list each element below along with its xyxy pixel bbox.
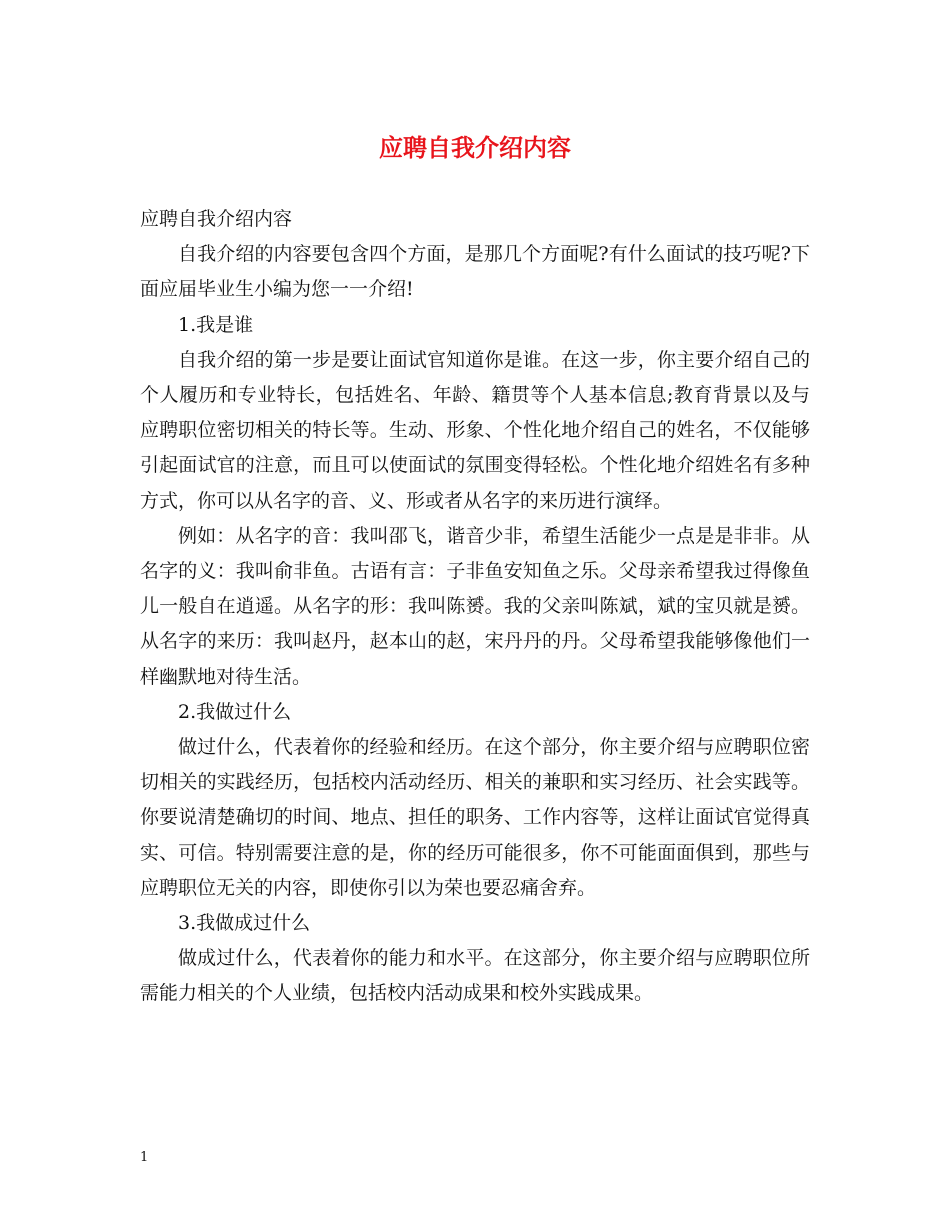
paragraph-who-am-i: 自我介绍的第一步是要让面试官知道你是谁。在这一步，你主要介绍自己的个人履历和专业特长，包括姓名、年龄、籍贯等个人基本信息;教育背景以及与应聘职位密切相关的特长等。生动、形象、个性化地介绍自己的姓名，不仅能够引起面试官的注意，而且可以使面试的氛围变得轻松。个性化地介绍姓名有多种方式，你可以从名字的音、义、形或者从名字的来历进行演绎。: [140, 348, 810, 512]
intro-paragraph: 自我介绍的内容要包含四个方面，是那几个方面呢?有什么面试的技巧呢?下面应届毕业生小编为您一一介绍!: [140, 243, 810, 301]
document-body: [140, 202, 810, 1012]
subheading-what-i-achieved: 3.我做成过什么: [178, 912, 311, 935]
subheading-what-i-did: 2.我做过什么: [178, 700, 292, 723]
document-title: 应聘自我介绍内容: [379, 133, 571, 162]
subheading-who-am-i: 1.我是谁: [178, 313, 254, 336]
paragraph-what-i-achieved: 做成过什么，代表着你的能力和水平。在这部分，你主要介绍与应聘职位所需能力相关的个人业绩，包括校内活动成果和校外实践成果。: [140, 947, 810, 1005]
paragraph-name-examples: 例如：从名字的音：我叫邵飞，谐音少非，希望生活能少一点是是非非。从名字的义：我叫俞非鱼。古语有言：子非鱼安知鱼之乐。父母亲希望我过得像鱼儿一般自在逍遥。从名字的形：我叫陈赟。我的父亲叫陈斌，斌的宝贝就是赟。从名字的来历：我叫赵丹，赵本山的赵，宋丹丹的丹。父母希望我能够像他们一样幽默地对待生活。: [140, 524, 810, 688]
paragraph-what-i-did: 做过什么，代表着你的经验和经历。在这个部分，你主要介绍与应聘职位密切相关的实践经历，包括校内活动经历、相关的兼职和实习经历、社会实践等。你要说清楚确切的时间、地点、担任的职务、工作内容等，这样让面试官觉得真实、可信。特别需要注意的是，你的经历可能很多，你不可能面面俱到，那些与应聘职位无关的内容，即使你引以为荣也要忍痛舍弃。: [140, 736, 810, 899]
page-number: 1: [140, 1150, 149, 1165]
section-heading: 应聘自我介绍内容: [140, 208, 293, 230]
